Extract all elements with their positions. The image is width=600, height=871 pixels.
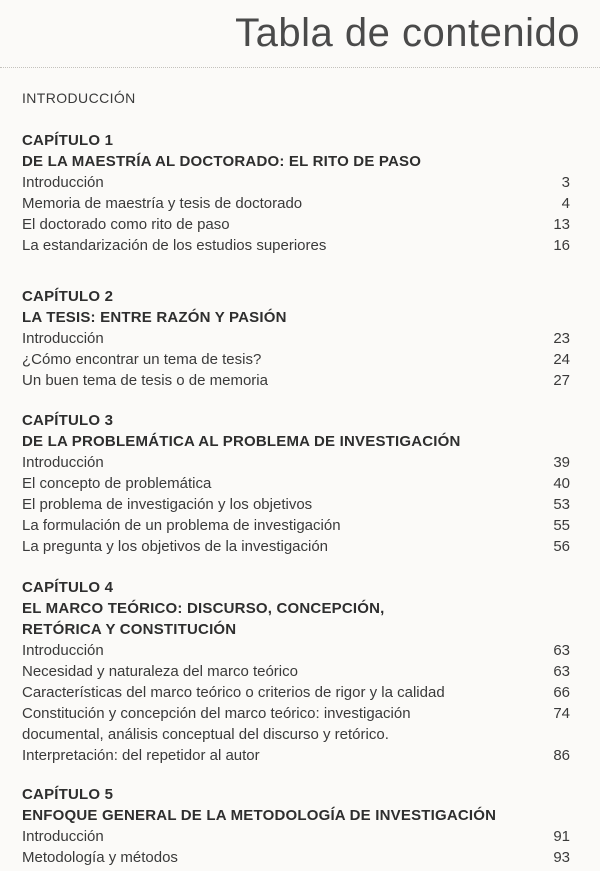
entry-title: La pregunta y los objetivos de la investigación bbox=[22, 538, 329, 555]
title-row bbox=[0, 0, 600, 56]
entry-title: Metodología y métodos bbox=[22, 849, 178, 866]
entry-title: Características del marco teórico o criterios de rigor y la calidad bbox=[22, 684, 445, 701]
entry-page-number: 63 bbox=[553, 642, 570, 659]
entry-title: La estandarización de los estudios superiores bbox=[22, 237, 327, 254]
entry-page-number: 74 bbox=[553, 705, 570, 722]
entry-page-number: 53 bbox=[553, 496, 570, 513]
entry-title: El problema de investigación y los objetivos bbox=[22, 496, 313, 513]
entry-page-number: 91 bbox=[553, 828, 570, 845]
entry-title: El concepto de problemática bbox=[22, 475, 212, 492]
toc-entry bbox=[22, 682, 570, 703]
toc-entry bbox=[22, 370, 570, 391]
entry-title: Introducción bbox=[22, 174, 104, 191]
toc-entry bbox=[22, 214, 570, 235]
chapter-title-line: EL MARCO TEÓRICO: DISCURSO, CONCEPCIÓN, bbox=[22, 600, 385, 617]
toc-entry bbox=[22, 328, 570, 349]
entry-title: Interpretación: del repetidor al autor bbox=[22, 747, 260, 764]
entry-title: La formulación de un problema de investigación bbox=[22, 517, 341, 534]
entry-title: Introducción bbox=[22, 330, 104, 347]
entry-title: documental, análisis conceptual del discurso y retórico. bbox=[22, 726, 389, 743]
chapter-label: CAPÍTULO 2 bbox=[22, 288, 114, 305]
chapter-block-1 bbox=[22, 130, 570, 256]
entry-page-number: 56 bbox=[553, 538, 570, 555]
entry-page-number: 23 bbox=[553, 330, 570, 347]
chapter-title-line: LA TESIS: ENTRE RAZÓN Y PASIÓN bbox=[22, 309, 287, 326]
entry-title: Introducción bbox=[22, 828, 104, 845]
entry-page-number: 3 bbox=[561, 174, 570, 191]
chapter-title-line: RETÓRICA Y CONSTITUCIÓN bbox=[22, 621, 237, 638]
entry-page-number: 63 bbox=[553, 663, 570, 680]
toc-entry bbox=[22, 235, 570, 256]
entry-page-number: 27 bbox=[553, 372, 570, 389]
entry-page-number: 66 bbox=[553, 684, 570, 701]
toc-entry bbox=[22, 703, 570, 724]
toc-entry bbox=[22, 193, 570, 214]
entry-title: Constitución y concepción del marco teórico: investigación bbox=[22, 705, 411, 722]
chapter-label: CAPÍTULO 3 bbox=[22, 412, 114, 429]
toc-entry bbox=[22, 349, 570, 370]
chapter-block-4 bbox=[22, 577, 570, 766]
entry-page-number: 86 bbox=[553, 747, 570, 764]
chapter-title-line: ENFOQUE GENERAL DE LA METODOLOGÍA DE INVESTIGACIÓN bbox=[22, 807, 497, 824]
entry-title: Introducción bbox=[22, 454, 104, 471]
introduction-heading: INTRODUCCIÓN bbox=[22, 90, 136, 106]
entry-title: El doctorado como rito de paso bbox=[22, 216, 230, 233]
entry-title: Introducción bbox=[22, 642, 104, 659]
chapter-block-3 bbox=[22, 410, 570, 557]
toc-entry bbox=[22, 494, 570, 515]
entry-page-number: 40 bbox=[553, 475, 570, 492]
chapter-label: CAPÍTULO 4 bbox=[22, 579, 114, 596]
entry-page-number: 24 bbox=[553, 351, 570, 368]
entry-page-number: 39 bbox=[553, 454, 570, 471]
toc-entry bbox=[22, 661, 570, 682]
toc-entry bbox=[22, 172, 570, 193]
entry-title: Necesidad y naturaleza del marco teórico bbox=[22, 663, 298, 680]
toc-entry bbox=[22, 826, 570, 847]
entry-title: ¿Cómo encontrar un tema de tesis? bbox=[22, 351, 262, 368]
chapter-block-2 bbox=[22, 286, 570, 391]
entry-page-number: 55 bbox=[553, 517, 570, 534]
chapter-label: CAPÍTULO 5 bbox=[22, 786, 114, 803]
toc-entry bbox=[22, 515, 570, 536]
page-title: Tabla de contenido bbox=[235, 11, 580, 55]
toc-entry bbox=[22, 847, 570, 868]
toc-entry bbox=[22, 640, 570, 661]
chapter-title-line: DE LA PROBLEMÁTICA AL PROBLEMA DE INVESTIGACIÓN bbox=[22, 433, 461, 450]
toc-entry bbox=[22, 745, 570, 766]
entry-title: Memoria de maestría y tesis de doctorado bbox=[22, 195, 303, 212]
toc-entry bbox=[22, 536, 570, 557]
entry-page-number: 93 bbox=[553, 849, 570, 866]
chapter-title-line: DE LA MAESTRÍA AL DOCTORADO: EL RITO DE PASO bbox=[22, 153, 422, 170]
entry-title: Un buen tema de tesis o de memoria bbox=[22, 372, 268, 389]
chapter-block-5 bbox=[22, 784, 570, 868]
toc-content bbox=[0, 68, 600, 868]
entry-page-number: 4 bbox=[561, 195, 570, 212]
toc-entry bbox=[22, 473, 570, 494]
chapter-label: CAPÍTULO 1 bbox=[22, 132, 114, 149]
toc-entry bbox=[22, 452, 570, 473]
toc-entry-continuation bbox=[22, 724, 570, 745]
entry-page-number: 16 bbox=[553, 237, 570, 254]
entry-page-number: 13 bbox=[553, 216, 570, 233]
